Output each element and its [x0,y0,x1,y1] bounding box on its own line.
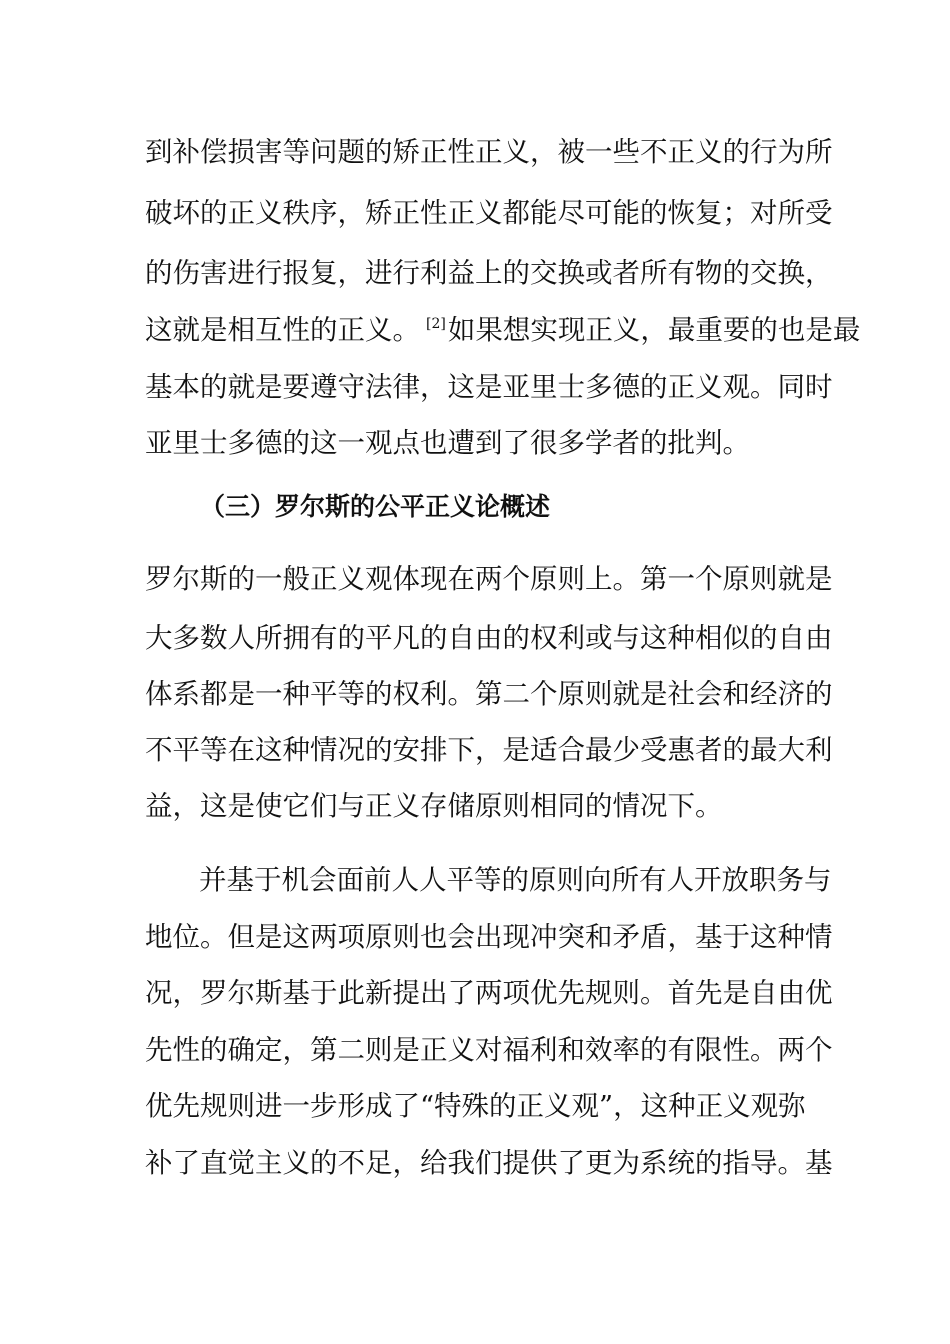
paragraph-line: 到补偿损害等问题的矫正性正义，被一些不正义的行为所 [145,136,833,168]
paragraph-line: 基本的就是要遵守法律，这是亚里士多德的正义观。同时 [145,371,833,403]
line-text: 如果想实现正义，最重要的也是最 [447,314,861,346]
citation-marker: [2] [426,316,446,332]
paragraph-line: 体系都是一种平等的权利。第二个原则就是社会和经济的 [145,678,833,710]
paragraph-line: 不平等在这种情况的安排下，是适合最少受惠者的最大利 [145,734,833,766]
paragraph-line-with-citation [145,307,861,353]
paragraph-line: 益，这是使它们与正义存储原则相同的情况下。 [145,790,723,822]
paragraph-line: 破坏的正义秩序，矫正性正义都能尽可能的恢复；对所受 [145,197,833,229]
paragraph-line: 亚里士多德的这一观点也遭到了很多学者的批判。 [145,427,750,459]
paragraph-line: 优先规则进一步形成了“特殊的正义观”，这种正义观弥 [145,1090,806,1122]
section-heading: （三）罗尔斯的公平正义论概述 [200,492,551,521]
paragraph-line: 补了直觉主义的不足，给我们提供了更为系统的指导。基 [145,1147,833,1179]
paragraph-line: 的伤害进行报复，进行利益上的交换或者所有物的交换， [145,257,833,289]
line-text: 这就是相互性的正义。 [145,314,420,346]
paragraph-line: 大多数人所拥有的平凡的自由的权利或与这种相似的自由 [145,622,833,654]
paragraph-line: 况，罗尔斯基于此新提出了两项优先规则。首先是自由优 [145,977,833,1009]
paragraph-line: 地位。但是这两项原则也会出现冲突和矛盾，基于这种情 [145,921,833,953]
paragraph-line-indented: 并基于机会面前人人平等的原则向所有人开放职务与 [199,864,832,896]
paragraph-line: 罗尔斯的一般正义观体现在两个原则上。第一个原则就是 [145,563,833,595]
paragraph-line: 先性的确定，第二则是正义对福利和效率的有限性。两个 [145,1034,833,1066]
